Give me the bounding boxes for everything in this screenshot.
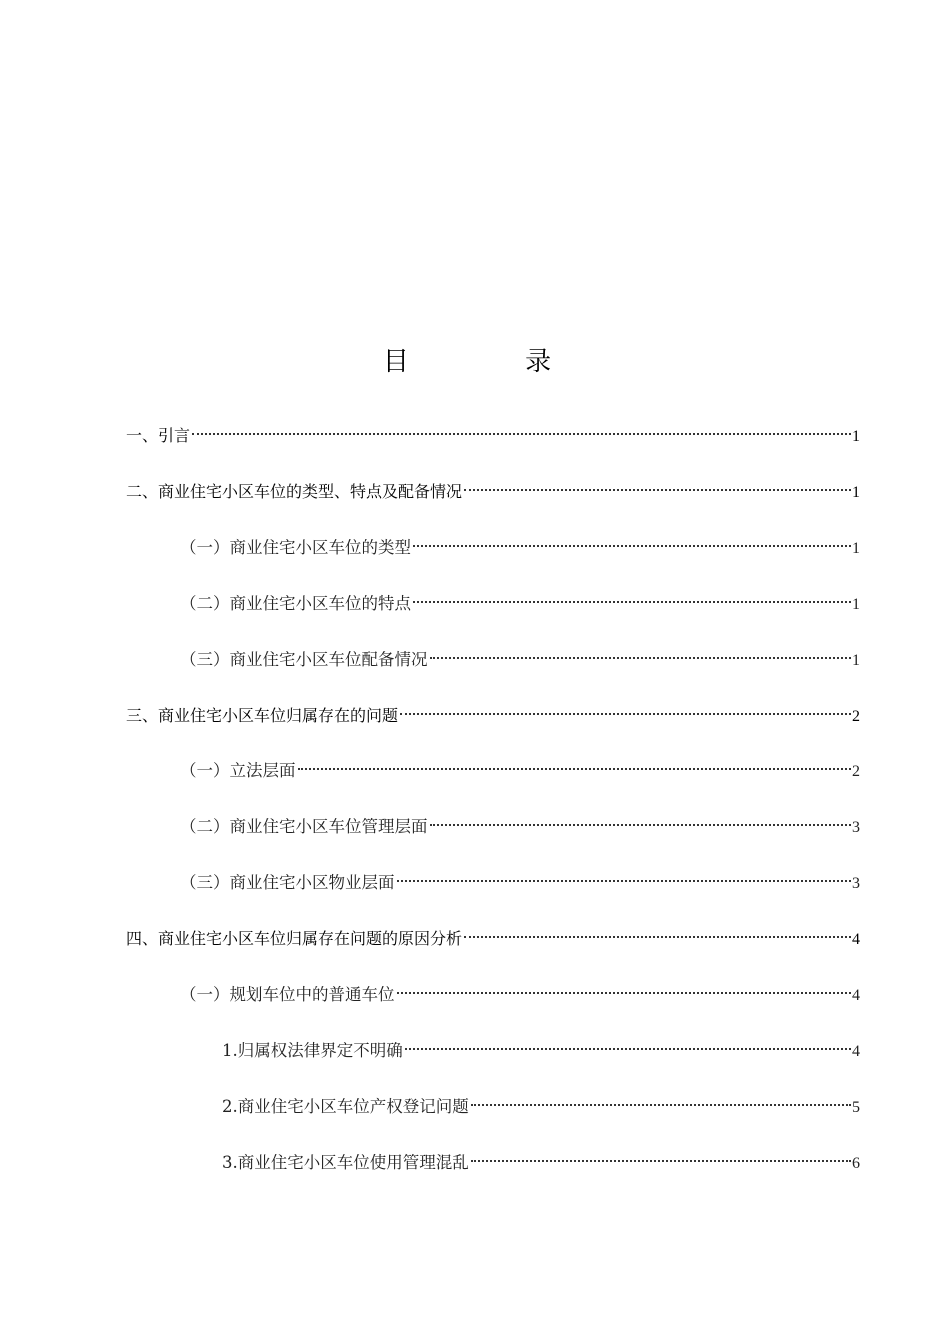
toc-entry[interactable] xyxy=(180,589,860,619)
toc-entry-text: （一）立法层面 xyxy=(180,761,296,780)
toc-page-number: 2 xyxy=(852,708,860,725)
toc-page-number: 1 xyxy=(852,596,860,613)
toc-leader xyxy=(400,713,851,715)
toc-leader xyxy=(471,1160,851,1162)
toc-entry-text: 二、商业住宅小区车位的类型、特点及配备情况 xyxy=(126,482,463,501)
toc-leader xyxy=(464,936,851,938)
toc-entry-text: 2.商业住宅小区车位产权登记问题 xyxy=(222,1097,469,1116)
toc-page-number: 6 xyxy=(852,1155,860,1172)
toc-page-number: 4 xyxy=(852,987,860,1004)
toc-page-number: 3 xyxy=(852,875,860,892)
toc-entry-text: （一）规划车位中的普通车位 xyxy=(180,985,395,1004)
toc-page-number: 2 xyxy=(852,763,860,780)
toc-page-number: 3 xyxy=(852,819,860,836)
toc-page-number: 1 xyxy=(852,428,860,445)
toc-entry-text: 一、引言 xyxy=(126,426,191,445)
toc-entry[interactable] xyxy=(180,533,860,563)
toc-page-number: 4 xyxy=(852,931,860,948)
toc-entry[interactable] xyxy=(222,1148,860,1178)
toc-page-number: 1 xyxy=(852,484,860,501)
toc-entry-text: 1.归属权法律界定不明确 xyxy=(222,1041,403,1060)
toc-entry[interactable] xyxy=(126,477,860,507)
toc-entry[interactable] xyxy=(180,756,860,786)
toc-entry-text: （一）商业住宅小区车位的类型 xyxy=(180,538,411,557)
toc-entry-text: （三）商业住宅小区车位配备情况 xyxy=(180,650,428,669)
toc-entry-text: 三、商业住宅小区车位归属存在的问题 xyxy=(126,706,399,725)
toc-entry[interactable] xyxy=(180,645,860,675)
toc-entry-text: 四、商业住宅小区车位归属存在问题的原因分析 xyxy=(126,929,463,948)
toc-leader xyxy=(413,545,851,547)
toc-entry[interactable] xyxy=(222,1092,860,1122)
toc-leader xyxy=(464,489,851,491)
toc-entry[interactable] xyxy=(222,1036,860,1066)
toc-entry[interactable] xyxy=(180,980,860,1010)
toc-page-number: 5 xyxy=(852,1099,860,1116)
toc-leader xyxy=(397,880,852,882)
toc-entry[interactable] xyxy=(180,812,860,842)
toc-leader xyxy=(298,768,852,770)
toc-entry-text: （二）商业住宅小区车位管理层面 xyxy=(180,817,428,836)
toc-page-number: 1 xyxy=(852,652,860,669)
toc-leader xyxy=(430,824,852,826)
toc-page-number: 1 xyxy=(852,540,860,557)
toc-entry[interactable] xyxy=(126,421,860,451)
toc-entry[interactable] xyxy=(126,924,860,954)
toc-entry-text: （三）商业住宅小区物业层面 xyxy=(180,873,395,892)
toc-title: 目 录 xyxy=(382,347,606,377)
toc-entry[interactable] xyxy=(180,868,860,898)
toc-leader xyxy=(413,601,851,603)
toc-entry-text: （二）商业住宅小区车位的特点 xyxy=(180,594,411,613)
toc-entry[interactable] xyxy=(126,701,860,731)
toc-leader xyxy=(192,433,851,435)
toc-leader xyxy=(471,1104,851,1106)
toc-leader xyxy=(405,1048,851,1050)
toc-leader xyxy=(430,657,852,659)
toc-entry-text: 3.商业住宅小区车位使用管理混乱 xyxy=(222,1153,469,1172)
toc-page-number: 4 xyxy=(852,1043,860,1060)
toc-leader xyxy=(397,992,852,994)
